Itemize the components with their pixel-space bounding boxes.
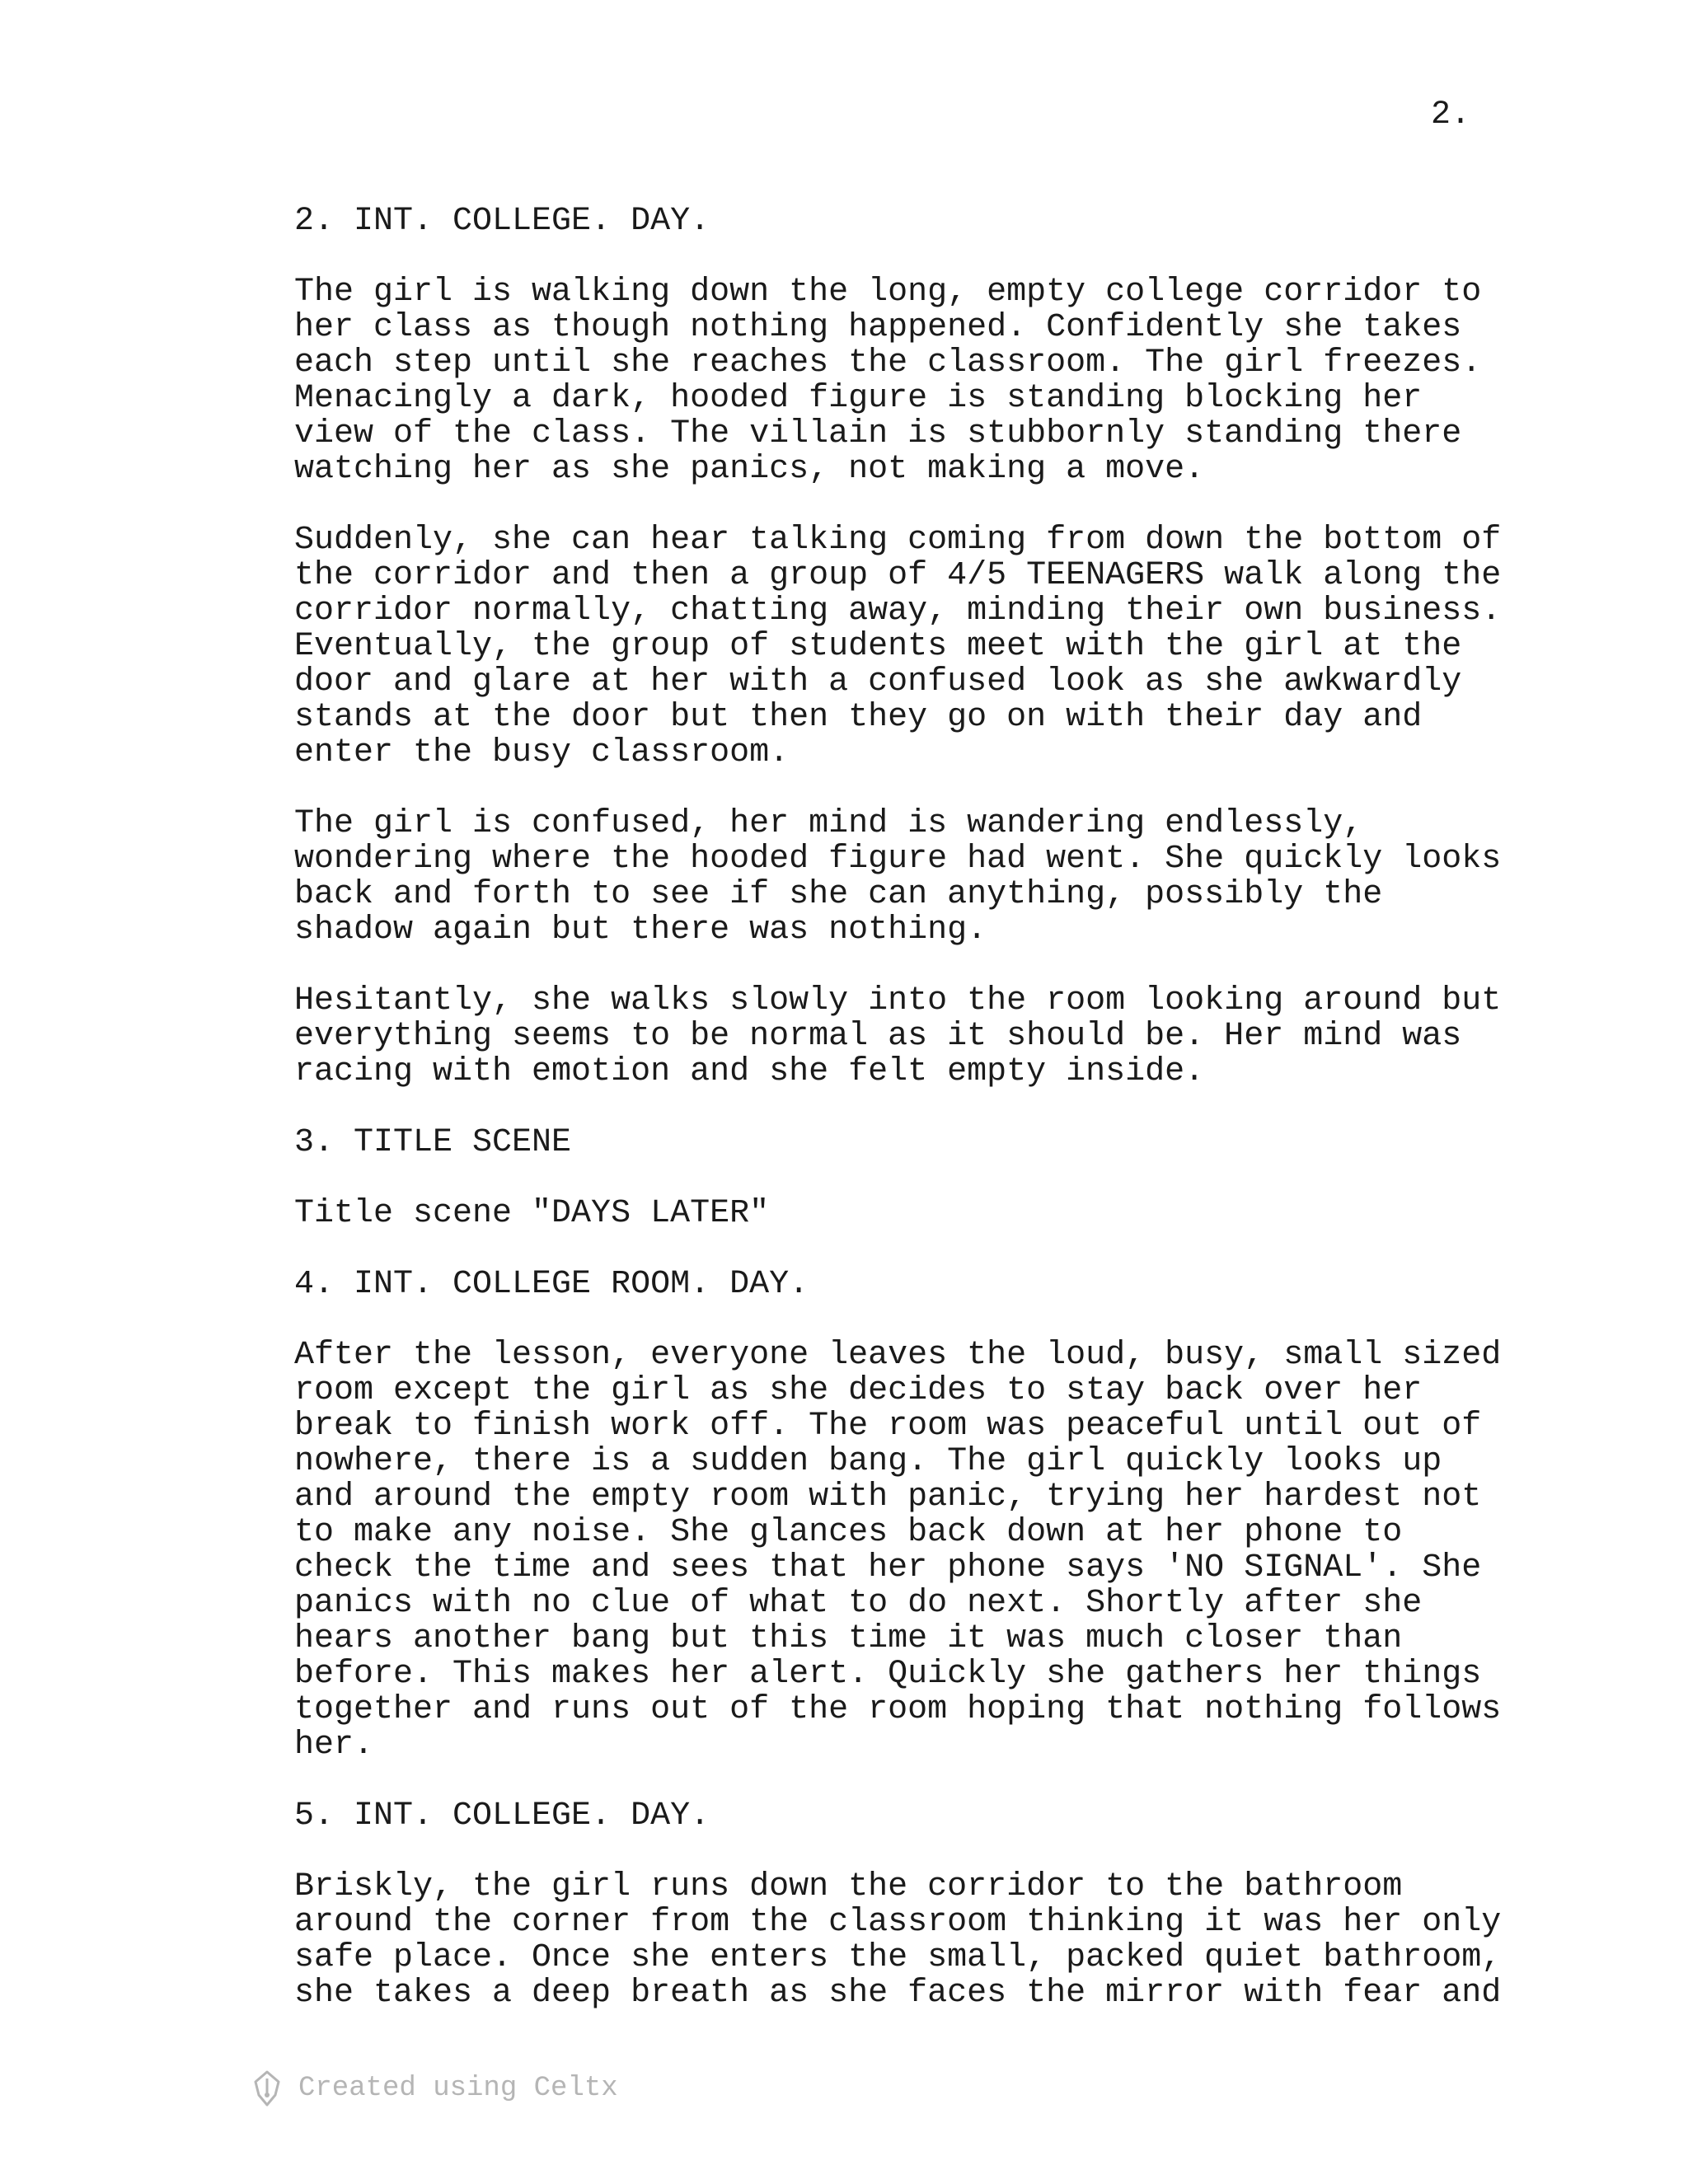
action-paragraph (294, 1869, 1506, 2011)
script-line: everything seems to be normal as it should be. Her mind was (294, 1018, 1462, 1055)
script-line: the corridor and then a group of 4/5 TEENAGERS walk along the (294, 557, 1502, 594)
script-line: Eventually, the group of students meet with the girl at the (294, 628, 1462, 665)
action-paragraph (294, 1196, 1506, 1231)
script-line: 2. INT. COLLEGE. DAY. (294, 203, 710, 240)
script-line: corridor normally, chatting away, minding their own business. (294, 593, 1502, 630)
scene-heading (294, 1798, 1506, 1834)
script-line: check the time and sees that her phone says 'NO SIGNAL'. She (294, 1549, 1482, 1586)
script-line: around the corner from the classroom thinking it was her only (294, 1904, 1502, 1941)
script-line: view of the class. The villain is stubbornly standing there (294, 415, 1462, 452)
script-line: Hesitantly, she walks slowly into the room looking around but (294, 982, 1502, 1019)
script-line: before. This makes her alert. Quickly she gathers her things (294, 1656, 1482, 1693)
script-line: and around the empty room with panic, trying her hardest not (294, 1479, 1482, 1516)
script-line: stands at the door but then they go on with their day and (294, 699, 1423, 736)
script-line: her. (294, 1727, 374, 1764)
action-paragraph (294, 1338, 1506, 1763)
scene-heading (294, 204, 1506, 239)
script-line: safe place. Once she enters the small, packed quiet bathroom, (294, 1939, 1502, 1976)
script-line: she takes a deep breath as she faces the mirror with fear and (294, 1975, 1502, 2012)
script-line: together and runs out of the room hoping that nothing follows (294, 1691, 1502, 1728)
script-line: Title scene "DAYS LATER" (294, 1195, 770, 1232)
script-line: The girl is walking down the long, empty college corridor to (294, 274, 1482, 311)
script-line: break to finish work off. The room was peaceful until out of (294, 1408, 1482, 1445)
script-line: watching her as she panics, not making a move. (294, 451, 1205, 488)
script-line: hears another bang but this time it was much closer than (294, 1620, 1403, 1657)
action-paragraph (294, 806, 1506, 948)
action-paragraph (294, 983, 1506, 1090)
script-line: The girl is confused, her mind is wandering endlessly, (294, 805, 1363, 842)
script-line: After the lesson, everyone leaves the loud, busy, small sized (294, 1337, 1502, 1374)
action-paragraph (294, 523, 1506, 771)
script-line: Suddenly, she can hear talking coming from down the bottom of (294, 522, 1502, 559)
footer (252, 2070, 618, 2107)
script-body (294, 204, 1506, 2046)
script-line: to make any noise. She glances back down at her phone to (294, 1514, 1403, 1551)
celtx-pen-icon (252, 2070, 282, 2107)
script-line: door and glare at her with a confused look as she awkwardly (294, 663, 1462, 701)
script-line: 5. INT. COLLEGE. DAY. (294, 1797, 710, 1835)
script-line: nowhere, there is a sudden bang. The girl quickly looks up (294, 1443, 1442, 1480)
script-line: panics with no clue of what to do next. Shortly after she (294, 1585, 1423, 1622)
scene-heading (294, 1125, 1506, 1160)
script-line: Briskly, the girl runs down the corridor to the bathroom (294, 1868, 1403, 1905)
footer-text: Created using Celtx (298, 2073, 618, 2104)
script-line: Menacingly a dark, hooded figure is standing blocking her (294, 380, 1423, 417)
script-line: her class as though nothing happened. Confidently she takes (294, 309, 1462, 346)
script-line: each step until she reaches the classroom. The girl freezes. (294, 344, 1482, 382)
script-line: shadow again but there was nothing. (294, 912, 987, 949)
script-line: room except the girl as she decides to stay back over her (294, 1372, 1423, 1409)
script-line: enter the busy classroom. (294, 734, 790, 771)
script-line: racing with emotion and she felt empty inside. (294, 1053, 1205, 1090)
page-number: 2. (1430, 96, 1470, 134)
script-line: 4. INT. COLLEGE ROOM. DAY. (294, 1266, 809, 1303)
action-paragraph (294, 274, 1506, 487)
script-line: wondering where the hooded figure had went. She quickly looks (294, 841, 1502, 878)
script-line: back and forth to see if she can anything, possibly the (294, 876, 1383, 913)
scene-heading (294, 1267, 1506, 1302)
script-line: 3. TITLE SCENE (294, 1124, 572, 1161)
